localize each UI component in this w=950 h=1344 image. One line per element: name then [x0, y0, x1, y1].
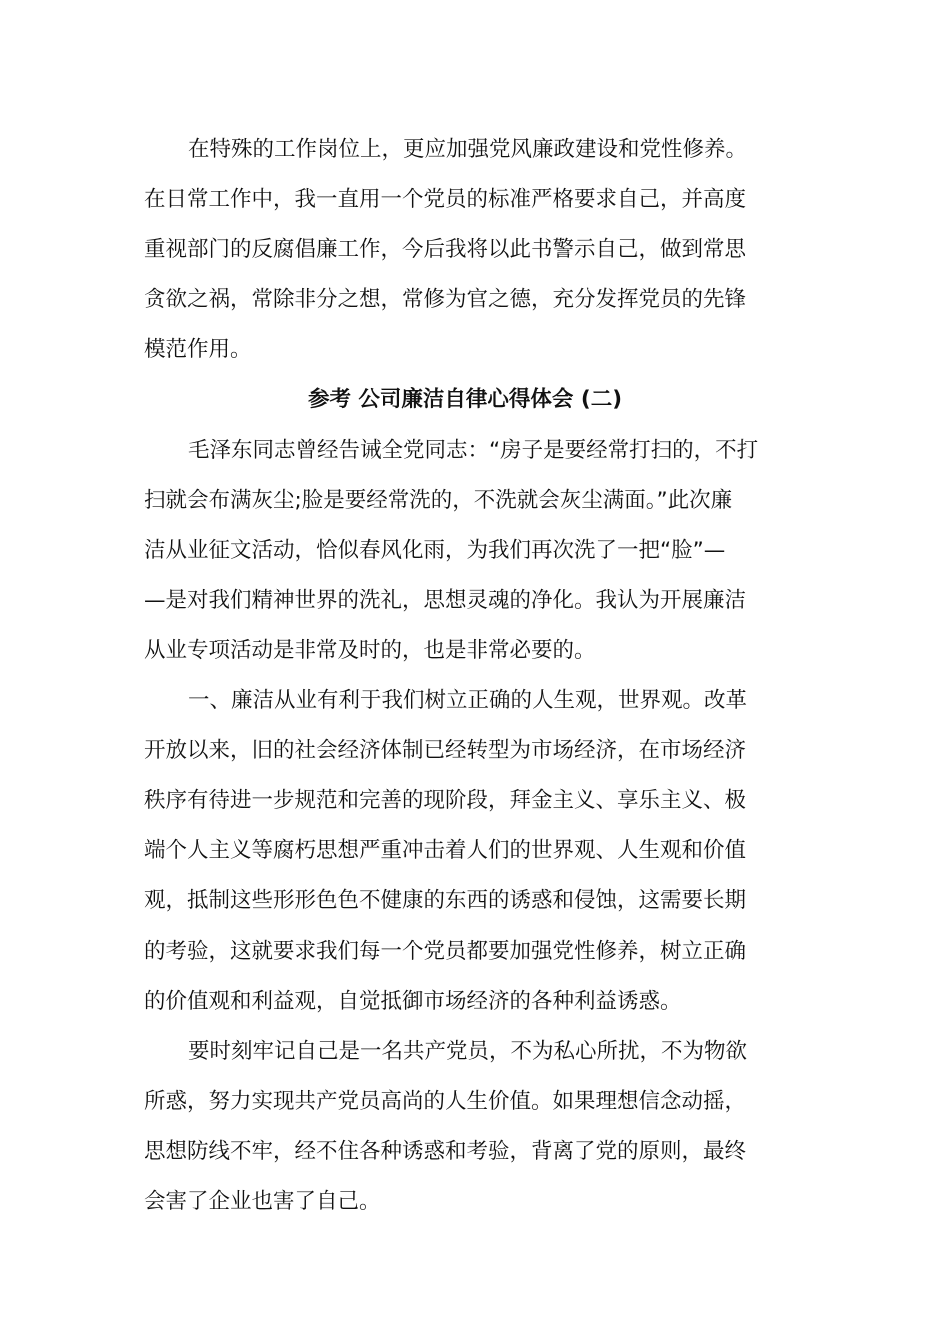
paragraph-line: 贪欲之祸，常除非分之想，常修为官之德，充分发挥党员的先锋: [144, 287, 747, 313]
paragraph-line: 要时刻牢记自己是一名共产党员，不为私心所扰，不为物欲: [188, 1038, 748, 1064]
paragraph-line: 所惑，努力实现共产党员高尚的人生价值。如果理想信念动摇，: [144, 1088, 747, 1114]
paragraph-line: 会害了企业也害了自己。: [144, 1188, 381, 1214]
paragraph-line: 思想防线不牢，经不住各种诱惑和考验，背离了党的原则，最终: [144, 1138, 747, 1164]
paragraph-line: 模范作用。: [144, 337, 252, 363]
paragraph-line: 重视部门的反腐倡廉工作，今后我将以此书警示自己，做到常思: [144, 237, 747, 263]
paragraph-1: [144, 426, 786, 676]
paragraph-line: 洁从业征文活动，恰似春风化雨，为我们再次洗了一把“脸”—: [144, 537, 726, 563]
section-title: 参考 公司廉洁自律心得体会 (二): [307, 387, 623, 413]
paragraph-line: 的考验，这就要求我们每一个党员都要加强党性修养，树立正确: [144, 938, 747, 964]
paragraph-line: 毛泽东同志曾经告诫全党同志：“房子是要经常打扫的，不打: [188, 437, 759, 463]
paragraph-line: 从业专项活动是非常及时的，也是非常必要的。: [144, 637, 596, 663]
paragraph-line: 的价值观和利益观，自觉抵御市场经济的各种利益诱惑。: [144, 988, 682, 1014]
paragraph-line: —是对我们精神世界的洗礼，思想灵魂的净化。我认为开展廉洁: [144, 587, 747, 613]
document-body: [144, 125, 786, 1227]
paragraph-line: 观，抵制这些形形色色不健康的东西的诱惑和侵蚀，这需要长期: [144, 888, 747, 914]
paragraph-line: 开放以来，旧的社会经济体制已经转型为市场经济，在市场经济: [144, 738, 747, 764]
paragraph-line: 一、廉洁从业有利于我们树立正确的人生观，世界观。改革: [188, 688, 748, 714]
paragraph-line: 在日常工作中，我一直用一个党员的标准严格要求自己，并高度: [144, 187, 747, 213]
paragraph-2: [144, 676, 786, 1027]
paragraph-3: [144, 1027, 786, 1227]
paragraph-line: 在特殊的工作岗位上，更应加强党风廉政建设和党性修养。: [188, 137, 748, 162]
paragraph-line: 扫就会布满灰尘;脸是要经常洗的，不洗就会灰尘满面。”此次廉: [144, 487, 733, 513]
continued-paragraph: [144, 125, 786, 375]
paragraph-line: 端个人主义等腐朽思想严重冲击着人们的世界观、人生观和价值: [144, 838, 747, 864]
paragraph-line: 秩序有待进一步规范和完善的现阶段，拜金主义、享乐主义、极: [144, 788, 747, 814]
